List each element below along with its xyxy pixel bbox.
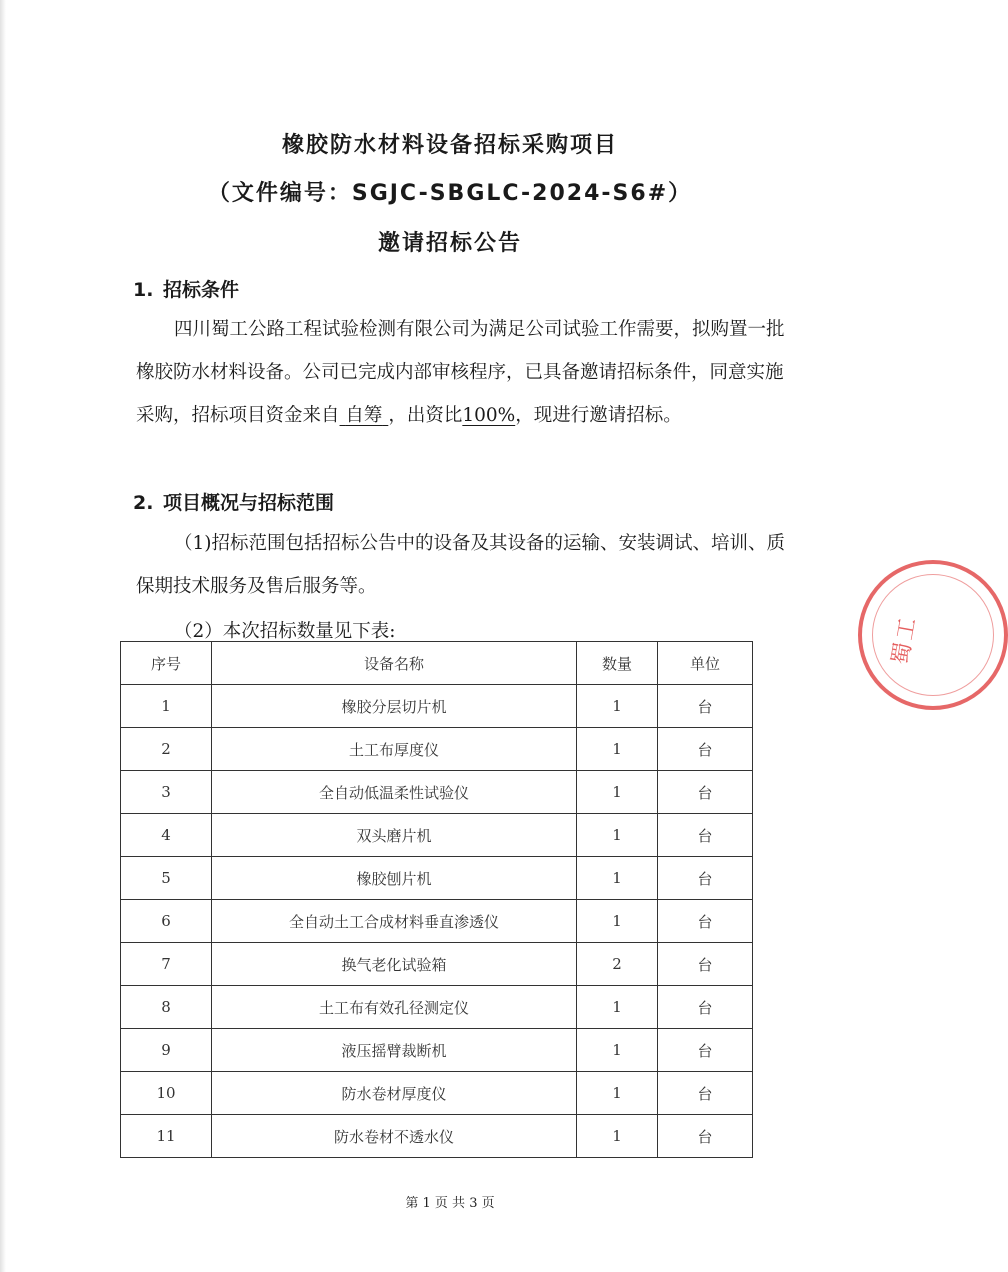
cell-no: 1 (121, 685, 212, 728)
cell-no: 8 (121, 986, 212, 1029)
cell-name: 橡胶刨片机 (212, 857, 577, 900)
cell-no: 10 (121, 1072, 212, 1115)
section-2-item-1 (136, 522, 796, 608)
cell-no: 6 (121, 900, 212, 943)
cell-qty: 2 (577, 943, 658, 986)
cell-no: 2 (121, 728, 212, 771)
section-2-item-2: （2）本次招标数量见下表: (174, 621, 396, 642)
table-row (121, 1072, 753, 1115)
project-title: 橡胶防水材料设备招标采购项目 (281, 133, 618, 158)
cell-qty: 1 (577, 1072, 658, 1115)
cell-name: 全自动土工合成材料垂直渗透仪 (212, 900, 577, 943)
cell-name: 液压摇臂裁断机 (212, 1029, 577, 1072)
cell-no: 4 (121, 814, 212, 857)
cell-no: 5 (121, 857, 212, 900)
cell-no: 11 (121, 1115, 212, 1158)
table-row (121, 986, 753, 1029)
cell-unit: 台 (658, 857, 753, 900)
file-number: （文件编号：SGJC-SBGLC-2024-S6#） (207, 181, 693, 206)
page-footer: 第 1 页 共 3 页 (405, 1196, 495, 1211)
cell-name: 土工布有效孔径测定仪 (212, 986, 577, 1029)
section-1-body (136, 308, 786, 437)
funding-source-value: 自筹 (345, 405, 383, 426)
funding-source (340, 405, 389, 426)
cell-unit: 台 (658, 685, 753, 728)
cell-qty: 1 (577, 1029, 658, 1072)
cell-name: 防水卷材不透水仪 (212, 1115, 577, 1158)
section-1-heading (133, 275, 239, 302)
section-1-body-post: ，现进行邀请招标。 (515, 405, 682, 426)
section-2-heading (133, 488, 334, 515)
cell-name: 全自动低温柔性试验仪 (212, 771, 577, 814)
cell-name: 橡胶分层切片机 (212, 685, 577, 728)
cell-no: 3 (121, 771, 212, 814)
cell-qty: 1 (577, 814, 658, 857)
section-1-body-pre: 四川蜀工公路工程试验检测有限公司为满足公司试验工作需要，拟购置一批橡胶防水材料设备。公司已完成内部审核程序，已具备邀请招标条件，同意实施采购，招标项目资金来自 (136, 319, 785, 426)
header-no: 序号 (121, 642, 212, 685)
seal-text: 蜀工 (888, 613, 922, 667)
section-2-item-1-text: （1)招标范围包括招标公告中的设备及其设备的运输、安装调试、培训、质保期技术服务及售后服务等。 (136, 533, 785, 597)
table-row (121, 814, 753, 857)
cell-unit: 台 (658, 771, 753, 814)
cell-unit: 台 (658, 814, 753, 857)
section-1-title: 招标条件 (163, 279, 240, 301)
cell-unit: 台 (658, 728, 753, 771)
cell-no: 7 (121, 943, 212, 986)
table-row (121, 728, 753, 771)
cell-qty: 1 (577, 900, 658, 943)
cell-qty: 1 (577, 857, 658, 900)
cell-unit: 台 (658, 1115, 753, 1158)
notice-title: 邀请招标公告 (377, 231, 522, 256)
cell-unit: 台 (658, 943, 753, 986)
header-name: 设备名称 (212, 642, 577, 685)
table-header-row (121, 642, 753, 685)
table-row (121, 771, 753, 814)
table-row (121, 1029, 753, 1072)
cell-unit: 台 (658, 986, 753, 1029)
cell-qty: 1 (577, 728, 658, 771)
header-unit: 单位 (658, 642, 753, 685)
cell-unit: 台 (658, 900, 753, 943)
cell-qty: 1 (577, 771, 658, 814)
company-seal (858, 560, 1008, 710)
cell-name: 土工布厚度仪 (212, 728, 577, 771)
section-1-body-mid: ，出资比 (388, 405, 463, 426)
equipment-table (120, 641, 753, 1158)
cell-qty: 1 (577, 1115, 658, 1158)
section-2-number: 2. (133, 492, 154, 514)
cell-qty: 1 (577, 685, 658, 728)
cell-unit: 台 (658, 1072, 753, 1115)
section-1-number: 1. (133, 279, 154, 301)
header-qty: 数量 (577, 642, 658, 685)
funding-ratio: 100% (462, 405, 516, 426)
cell-qty: 1 (577, 986, 658, 1029)
table-row (121, 857, 753, 900)
cell-name: 防水卷材厚度仪 (212, 1072, 577, 1115)
cell-name: 换气老化试验箱 (212, 943, 577, 986)
section-2-title: 项目概况与招标范围 (163, 492, 335, 514)
cell-unit: 台 (658, 1029, 753, 1072)
table-row (121, 685, 753, 728)
cell-name: 双头磨片机 (212, 814, 577, 857)
table-row (121, 900, 753, 943)
table-row (121, 943, 753, 986)
cell-no: 9 (121, 1029, 212, 1072)
table-row (121, 1115, 753, 1158)
